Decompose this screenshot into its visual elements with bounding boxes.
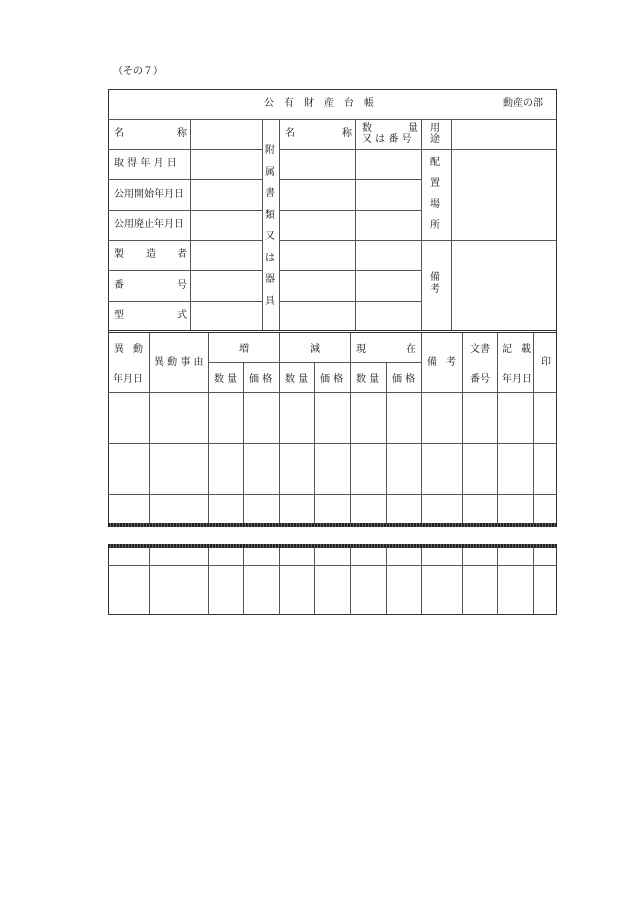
form-category: 動産の部 <box>503 98 543 109</box>
change-date-label-3: 年月日 <box>113 374 143 385</box>
model-label-1: 型 <box>114 310 124 321</box>
form-title: 公 有 財 産 台 帳 <box>264 98 374 109</box>
dec-qty-label: 数 量 <box>285 374 309 385</box>
purpose-label-1: 用 <box>430 123 440 134</box>
maker-label-3: 者 <box>177 249 187 260</box>
cur-price-label: 価 格 <box>392 374 416 385</box>
use-end-label: 公用廃止年月日 <box>114 219 184 230</box>
attached-name-label-2: 称 <box>342 128 352 139</box>
model-label-2: 式 <box>177 310 187 321</box>
attached-name-label-1: 名 <box>285 128 295 139</box>
maker-label-2: 造 <box>146 249 156 260</box>
maker-label-1: 製 <box>114 249 124 260</box>
change-date-label-2: 動 <box>133 344 143 355</box>
entry-label-2: 載 <box>521 344 531 355</box>
quantity-label-1: 数 <box>362 123 372 134</box>
doc-no-label-2: 番号 <box>470 374 490 385</box>
decrease-label: 減 <box>310 344 320 355</box>
lower-remarks-label-1: 備 <box>427 357 437 368</box>
inc-price-label: 価 格 <box>249 374 273 385</box>
number-label-1: 番 <box>114 280 124 291</box>
break-gap <box>108 527 557 545</box>
name-label-2: 称 <box>177 128 187 139</box>
upper-remarks-label: 備 考 <box>430 272 440 295</box>
inc-qty-label: 数 量 <box>214 374 238 385</box>
attached-vertical-label: 附 属 書 類 又 は 器 具 <box>265 145 275 307</box>
cur-qty-label: 数 量 <box>356 374 380 385</box>
number-label-2: 号 <box>177 280 187 291</box>
lower-remarks-label-2: 考 <box>446 357 456 368</box>
increase-label: 増 <box>239 344 249 355</box>
dec-price-label: 価 格 <box>320 374 344 385</box>
doc-no-label-1: 文書 <box>470 344 490 355</box>
or-number-label: 又 は 番 号 <box>362 134 412 145</box>
change-reason-label: 異 動 事 由 <box>154 357 204 368</box>
name-label-1: 名 <box>114 128 124 139</box>
location-vertical-label: 配 置 場 所 <box>430 157 440 231</box>
page-label: （その７） <box>113 66 163 77</box>
seal-label: 印 <box>541 357 551 368</box>
entry-label-1: 記 <box>502 344 512 355</box>
quantity-label-2: 量 <box>408 123 418 134</box>
current-label-2: 在 <box>406 344 416 355</box>
purpose-label-2: 途 <box>430 134 440 145</box>
break-line-bottom <box>108 544 557 548</box>
entry-label-3: 年月日 <box>502 374 532 385</box>
use-start-label: 公用開始年月日 <box>114 189 184 200</box>
change-date-label-1: 異 <box>114 344 124 355</box>
current-label-1: 現 <box>356 344 366 355</box>
acquired-date-label: 取 得 年 月 日 <box>114 158 177 169</box>
